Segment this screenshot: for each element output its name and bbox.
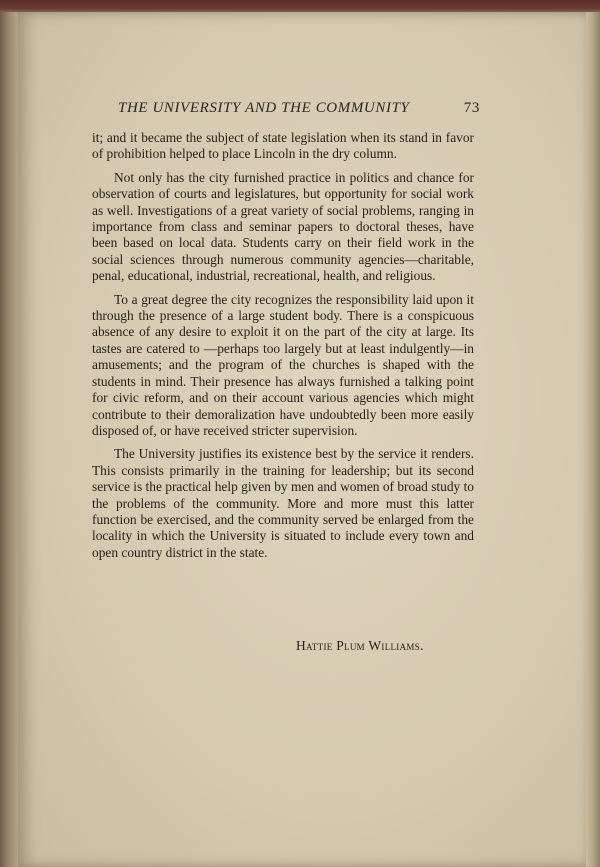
paragraph-3: To a great degree the city recognizes the responsibility laid upon it through the presence of a large student body. There is a conspicuous absence of any desire to exploit it on the part of the city at large. Its tastes are catered to —perhaps too largely but at least indulgently—in amusements; and the program of the churches is shaped with the students in mind. Their presence has always furnished a talking point for civic reform, and on their account various agencies which might contribute to their demoralization have undoubtedly been more easily disposed of, or have received stricter supervision.	[92, 291, 474, 438]
paragraph-2: Not only has the city furnished practice in politics and chance for observation of courts and legislatures, but opportunity for social work as well. Investigations of a great variety of social problems, ranging in importance from class and seminar papers to doctoral theses, have been based on local data. Students carry on their field work in the social sciences through numerous community agencies—charitable, penal, educational, industrial, recreational, health, and religious.	[92, 169, 474, 284]
running-title: THE UNIVERSITY AND THE COMMUNITY	[118, 100, 410, 116]
author-signature: Hattie Plum Williams.	[296, 638, 424, 653]
body-text	[92, 130, 474, 568]
page-edge	[586, 12, 600, 867]
running-header	[118, 100, 480, 117]
paragraph-1: it; and it became the subject of state legislation when its stand in favor of prohibition helped to place Lincoln in the dry column.	[92, 130, 474, 162]
paragraph-4: The University justifies its existence best by the service it renders. This consists primarily in the training for leadership; but its second service is the practical help given by men and women of broad study to the problems of the community. More and more must this latter function be exercised, and the community served be enlarged from the locality in which the University is situated to include every town and open country district in the state.	[92, 446, 474, 560]
page-number: 73	[463, 100, 480, 116]
